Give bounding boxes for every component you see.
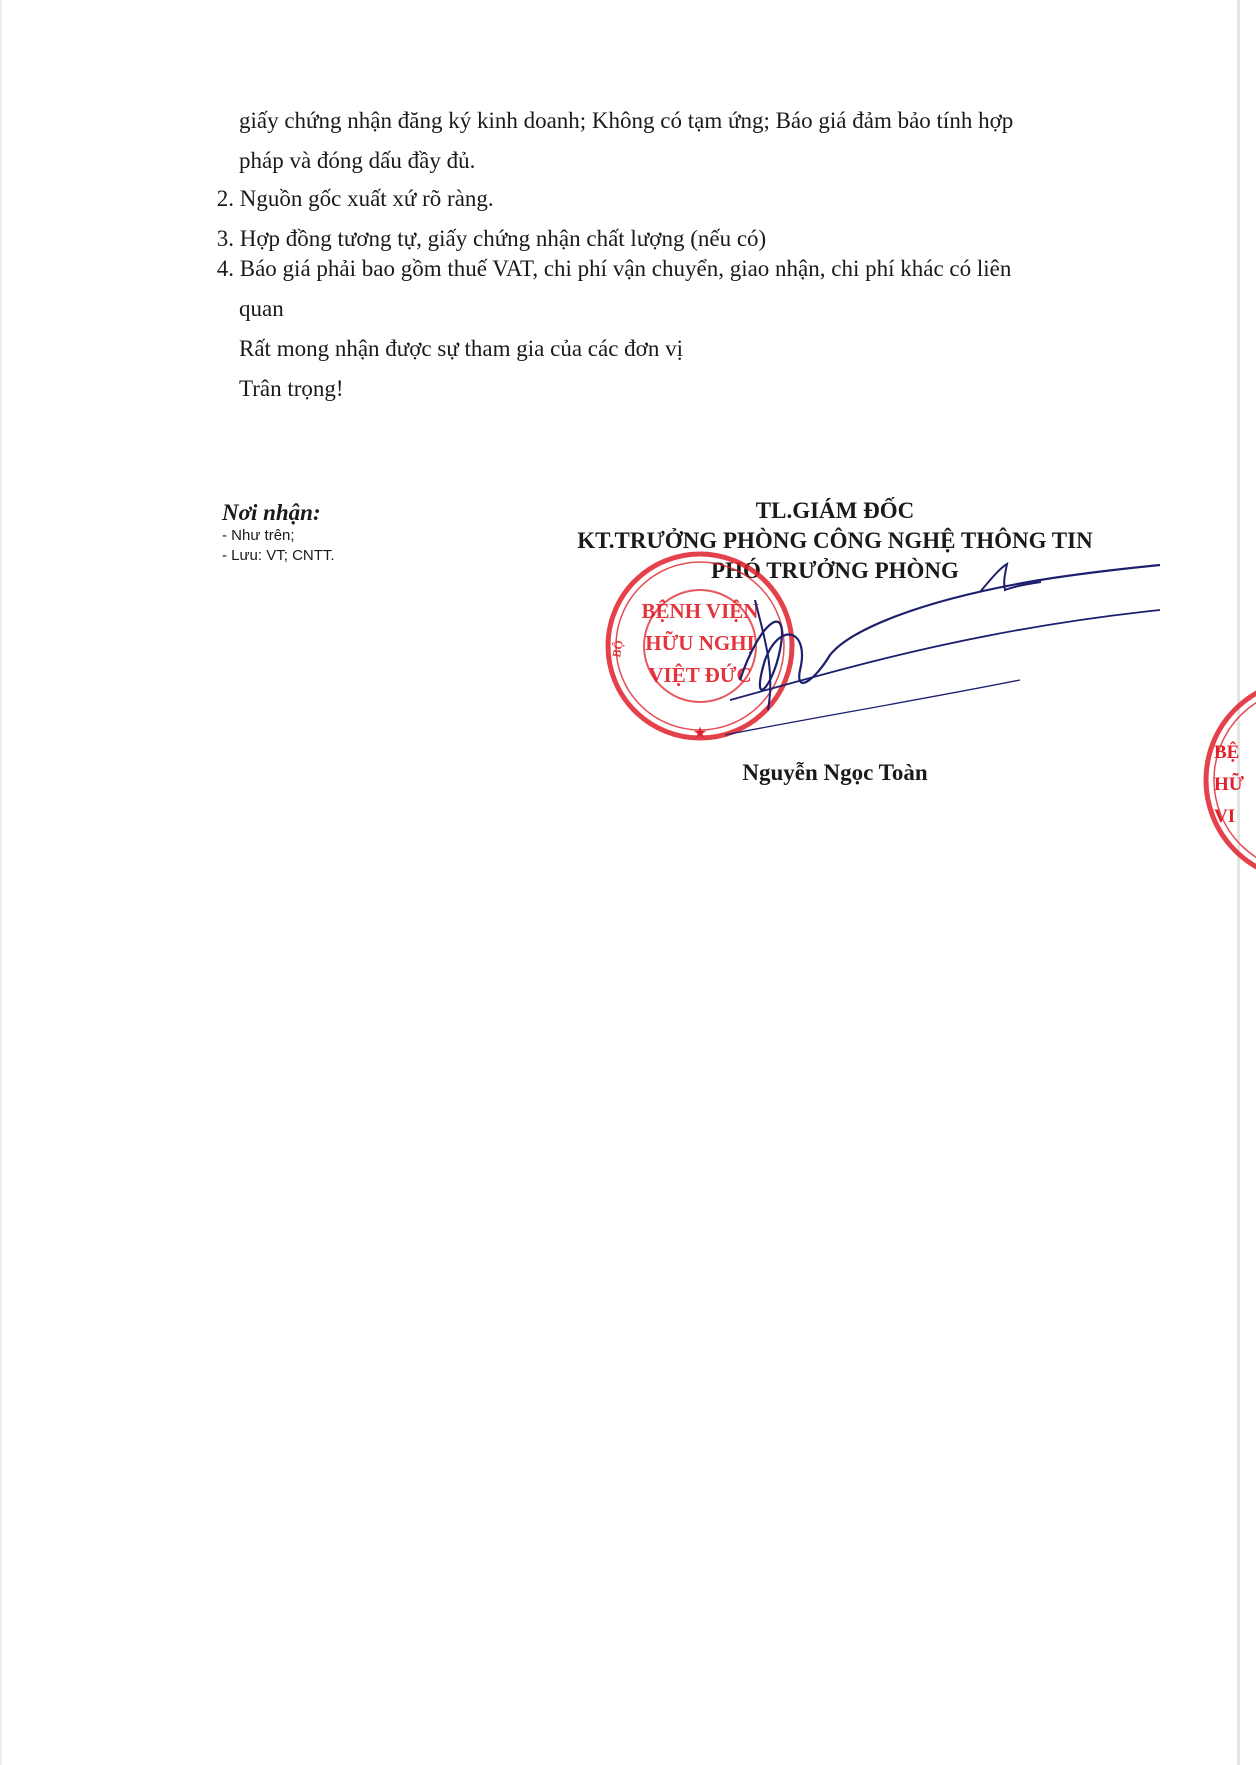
recipients-title: Nơi nhận:: [222, 500, 321, 525]
partial-stamp-line-3: VI: [1214, 806, 1236, 827]
scan-left-edge: [0, 0, 2, 1765]
closing-line-2: Trân trọng!: [239, 376, 344, 401]
stamp-side-text: BỘ: [609, 639, 626, 659]
stamp-line-2: HỮU NGHỊ: [645, 631, 755, 655]
partial-stamp-line-1: BỆ: [1214, 742, 1240, 763]
recipient-item: - Lưu: VT; CNTT.: [222, 547, 335, 564]
signature-title-line-2: KT.TRƯỞNG PHÒNG CÔNG NGHỆ THÔNG TIN: [577, 528, 1093, 553]
list-item-3: [210, 226, 766, 252]
closing-line-1: Rất mong nhận được sự tham gia của các đơn vị: [239, 336, 683, 361]
signature-title-line-3: PHÓ TRƯỞNG PHÒNG: [711, 558, 959, 583]
list-item-text: Hợp đồng tương tự, giấy chứng nhận chất lượng (nếu có): [239, 226, 767, 251]
list-number: 2.: [216, 186, 234, 211]
list-item-4-continuation: quan: [239, 296, 284, 321]
stamp-line-1: BỆNH VIỆN: [641, 599, 759, 623]
stamp-line-3: VIỆT ĐỨC: [648, 663, 752, 687]
star-icon: ★: [692, 725, 708, 742]
initials-paraph: [975, 560, 1045, 600]
list-number: 4.: [216, 256, 234, 281]
list-item-text: Nguồn gốc xuất xứ rõ ràng.: [239, 186, 494, 211]
body-continuation-line-1: giấy chứng nhận đăng ký kinh doanh; Không có tạm ứng; Báo giá đảm bảo tính hợp: [239, 108, 1014, 133]
list-number: 3.: [216, 226, 234, 251]
list-item-4: [210, 256, 1011, 282]
signature-title-line-1: TL.GIÁM ĐỐC: [755, 498, 915, 523]
signer-name: Nguyễn Ngọc Toàn: [742, 760, 928, 785]
list-item-text: Báo giá phải bao gồm thuế VAT, chi phí vận chuyển, giao nhận, chi phí khác có liên: [239, 256, 1012, 281]
body-continuation-line-2: pháp và đóng dấu đầy đủ.: [239, 148, 476, 173]
list-item-2: [210, 186, 494, 212]
handwritten-signature: [720, 560, 1170, 750]
partial-stamp-line-2: HỮ: [1214, 774, 1244, 795]
recipient-item: - Như trên;: [222, 527, 295, 544]
partial-seal-stamp: [1196, 670, 1256, 890]
recipients-block: [222, 500, 335, 566]
